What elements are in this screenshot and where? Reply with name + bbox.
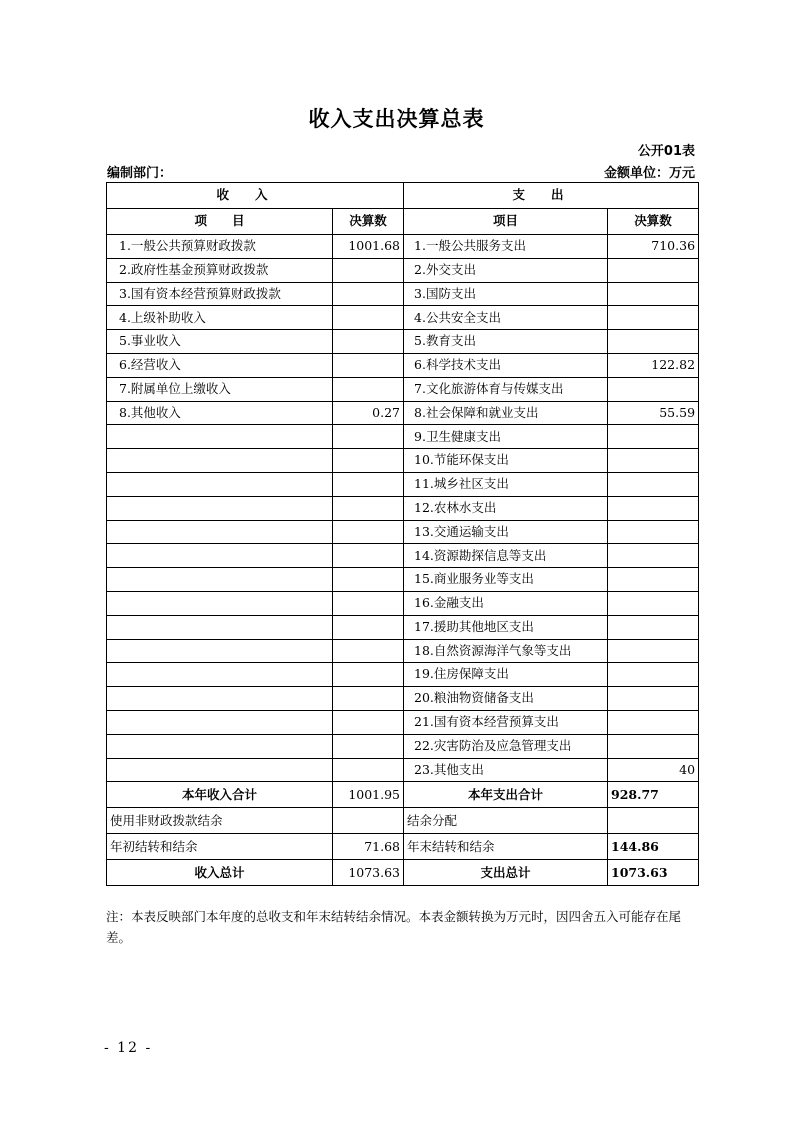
expense-item-cell: 5.教育支出: [404, 330, 608, 354]
table-row: [107, 449, 699, 473]
income-amount-cell: [333, 306, 404, 330]
expense-item-cell: 21.国有资本经营预算支出: [404, 710, 608, 734]
income-amount-cell: [333, 710, 404, 734]
table-row: [107, 615, 699, 639]
expense-item-cell: 11.城乡社区支出: [404, 472, 608, 496]
table-row: [107, 472, 699, 496]
expense-amount-cell: [608, 330, 699, 354]
expense-item-cell: 17.援助其他地区支出: [404, 615, 608, 639]
income-amount-cell: [333, 282, 404, 306]
page-title: 收入支出决算总表: [308, 107, 485, 131]
expense-total-label: 年末结转和结余: [404, 834, 608, 860]
income-amount-cell: [333, 663, 404, 687]
income-item-cell: 7.附属单位上缴收入: [107, 377, 333, 401]
total-row: [107, 860, 699, 886]
income-section-header: 收入: [107, 183, 404, 209]
expense-amount-cell: [608, 544, 699, 568]
income-amount-cell: [333, 639, 404, 663]
table-row: [107, 401, 699, 425]
expense-total-label: 结余分配: [404, 808, 608, 834]
income-total-value: [333, 808, 404, 834]
expense-amount-cell: [608, 568, 699, 592]
expense-amount-cell: [608, 591, 699, 615]
expense-item-cell: 18.自然资源海洋气象等支出: [404, 639, 608, 663]
expense-amount-cell: [608, 663, 699, 687]
table-row: [107, 568, 699, 592]
page-number: - 12 -: [104, 1040, 153, 1056]
expense-amount-cell: 55.59: [608, 401, 699, 425]
expense-amount-cell: [608, 496, 699, 520]
expense-item-cell: 23.其他支出: [404, 758, 608, 782]
table-row: [107, 544, 699, 568]
expense-item-cell: 1.一般公共服务支出: [404, 235, 608, 259]
income-item-cell: [107, 520, 333, 544]
expense-item-cell: 20.粮油物资储备支出: [404, 687, 608, 711]
expense-item-cell: 14.资源勘探信息等支出: [404, 544, 608, 568]
expense-total-value: [608, 808, 699, 834]
income-amount-cell: [333, 734, 404, 758]
table-row: [107, 687, 699, 711]
income-item-cell: [107, 425, 333, 449]
expense-total-label: 支出总计: [404, 860, 608, 886]
income-total-label: 使用非财政拨款结余: [107, 808, 333, 834]
budget-table: [106, 182, 699, 886]
expense-amount-cell: [608, 449, 699, 473]
expense-item-cell: 13.交通运输支出: [404, 520, 608, 544]
expense-amount-cell: 40: [608, 758, 699, 782]
income-item-cell: [107, 639, 333, 663]
table-row: [107, 258, 699, 282]
expense-amount-cell: 710.36: [608, 235, 699, 259]
income-total-value: 71.68: [333, 834, 404, 860]
income-item-cell: 3.国有资本经营预算财政拨款: [107, 282, 333, 306]
table-row: [107, 639, 699, 663]
expense-item-cell: 15.商业服务业等支出: [404, 568, 608, 592]
income-item-cell: [107, 472, 333, 496]
expense-amount-cell: [608, 687, 699, 711]
expense-amount-cell: [608, 615, 699, 639]
expense-item-cell: 16.金融支出: [404, 591, 608, 615]
income-amount-cell: [333, 687, 404, 711]
expense-item-cell: 2.外交支出: [404, 258, 608, 282]
expense-item-cell: 7.文化旅游体育与传媒支出: [404, 377, 608, 401]
income-item-cell: [107, 734, 333, 758]
income-total-label: 收入总计: [107, 860, 333, 886]
table-row: [107, 425, 699, 449]
table-row: [107, 734, 699, 758]
expense-item-cell: 8.社会保障和就业支出: [404, 401, 608, 425]
total-row: [107, 808, 699, 834]
income-item-cell: [107, 568, 333, 592]
income-item-cell: [107, 758, 333, 782]
department-label: 编制部门：: [107, 166, 173, 181]
expense-item-cell: 6.科学技术支出: [404, 353, 608, 377]
income-amount-cell: [333, 591, 404, 615]
income-amount-cell: 0.27: [333, 401, 404, 425]
expense-amount-cell: [608, 472, 699, 496]
expense-amount-cell: [608, 258, 699, 282]
expense-item-cell: 9.卫生健康支出: [404, 425, 608, 449]
expense-item-cell: 22.灾害防治及应急管理支出: [404, 734, 608, 758]
income-amount-cell: [333, 377, 404, 401]
income-amount-cell: [333, 615, 404, 639]
expense-item-header: 项目: [404, 209, 608, 235]
expense-item-cell: 4.公共安全支出: [404, 306, 608, 330]
expense-amount-cell: [608, 639, 699, 663]
income-amount-header: 决算数: [333, 209, 404, 235]
income-amount-cell: [333, 496, 404, 520]
income-item-cell: 8.其他收入: [107, 401, 333, 425]
amount-unit-label: 金额单位：万元: [603, 166, 695, 181]
expense-amount-header: 决算数: [608, 209, 699, 235]
income-item-cell: 5.事业收入: [107, 330, 333, 354]
income-item-cell: [107, 496, 333, 520]
expense-item-cell: 12.农林水支出: [404, 496, 608, 520]
income-item-cell: [107, 591, 333, 615]
total-row: [107, 782, 699, 808]
income-item-cell: [107, 710, 333, 734]
expense-amount-cell: [608, 734, 699, 758]
section-header-row: [107, 183, 699, 209]
table-row: [107, 710, 699, 734]
income-item-cell: [107, 449, 333, 473]
expense-amount-cell: [608, 306, 699, 330]
income-amount-cell: [333, 568, 404, 592]
expense-total-label: 本年支出合计: [404, 782, 608, 808]
table-row: [107, 235, 699, 259]
income-amount-cell: 1001.68: [333, 235, 404, 259]
expense-amount-cell: [608, 282, 699, 306]
table-row: [107, 663, 699, 687]
income-item-header: 项 目: [107, 209, 333, 235]
table-row: [107, 330, 699, 354]
income-total-value: 1001.95: [333, 782, 404, 808]
income-amount-cell: [333, 520, 404, 544]
table-row: [107, 758, 699, 782]
table-row: [107, 496, 699, 520]
expense-section-header: 支出: [404, 183, 699, 209]
income-amount-cell: [333, 449, 404, 473]
expense-item-cell: 19.住房保障支出: [404, 663, 608, 687]
total-row: [107, 834, 699, 860]
expense-amount-cell: 122.82: [608, 353, 699, 377]
income-item-cell: 1.一般公共预算财政拨款: [107, 235, 333, 259]
expense-amount-cell: [608, 425, 699, 449]
income-item-cell: [107, 663, 333, 687]
form-number: 公开01表: [637, 144, 695, 159]
table-row: [107, 306, 699, 330]
expense-item-cell: 10.节能环保支出: [404, 449, 608, 473]
income-total-value: 1073.63: [333, 860, 404, 886]
income-amount-cell: [333, 758, 404, 782]
income-item-cell: [107, 544, 333, 568]
income-amount-cell: [333, 258, 404, 282]
income-item-cell: [107, 687, 333, 711]
expense-amount-cell: [608, 520, 699, 544]
expense-amount-cell: [608, 710, 699, 734]
income-item-cell: 4.上级补助收入: [107, 306, 333, 330]
expense-amount-cell: [608, 377, 699, 401]
table-row: [107, 591, 699, 615]
table-row: [107, 353, 699, 377]
income-total-label: 年初结转和结余: [107, 834, 333, 860]
income-item-cell: [107, 615, 333, 639]
income-amount-cell: [333, 330, 404, 354]
expense-item-cell: 3.国防支出: [404, 282, 608, 306]
income-amount-cell: [333, 544, 404, 568]
income-amount-cell: [333, 353, 404, 377]
table-note: 注：本表反映部门本年度的总收支和年末结转结余情况。本表金额转换为万元时，因四舍五入可能存在尾差。: [106, 909, 682, 945]
income-amount-cell: [333, 425, 404, 449]
income-total-label: 本年收入合计: [107, 782, 333, 808]
income-item-cell: 2.政府性基金预算财政拨款: [107, 258, 333, 282]
table-row: [107, 377, 699, 401]
income-amount-cell: [333, 472, 404, 496]
expense-total-value: 928.77: [608, 782, 699, 808]
income-item-cell: 6.经营收入: [107, 353, 333, 377]
expense-total-value: 1073.63: [608, 860, 699, 886]
expense-total-value: 144.86: [608, 834, 699, 860]
table-row: [107, 520, 699, 544]
table-row: [107, 282, 699, 306]
column-header-row: [107, 209, 699, 235]
